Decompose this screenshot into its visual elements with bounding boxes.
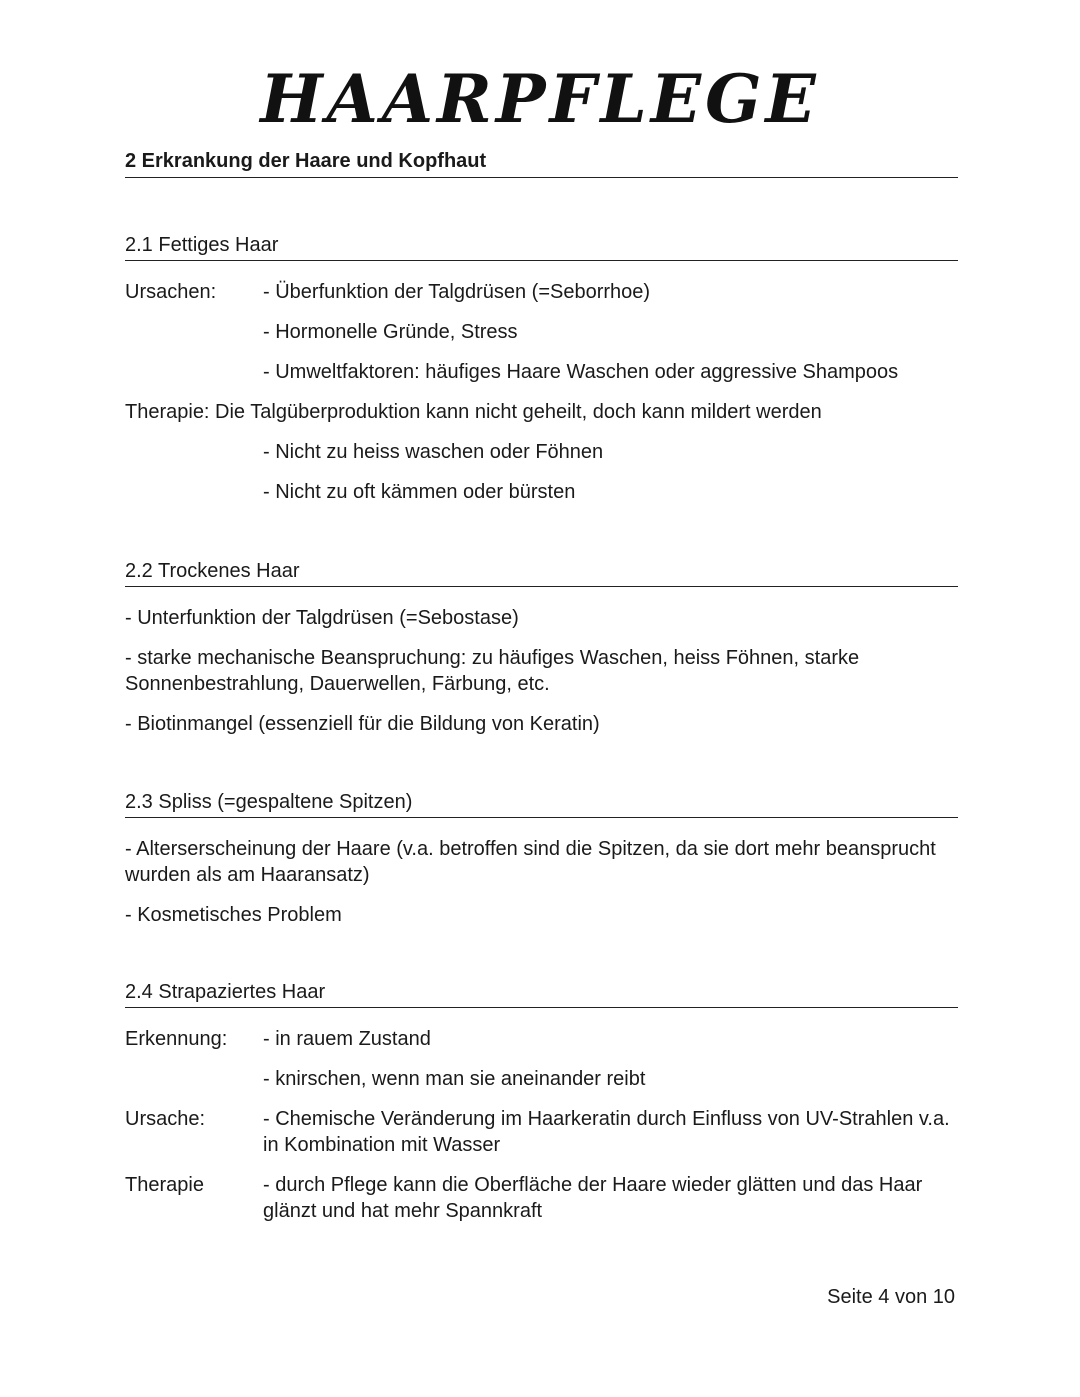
- list-item: - Unterfunktion der Talgdrüsen (=Sebostase): [125, 607, 519, 629]
- ursache-row: [125, 1106, 958, 1158]
- erkennung-item: - knirschen, wenn man sie aneinander reibt: [263, 1068, 646, 1090]
- section-strapaziertes-haar: [125, 981, 958, 1224]
- ursachen-row: [125, 279, 958, 305]
- therapie-item: - Nicht zu oft kämmen oder bürsten: [263, 481, 576, 503]
- section-fettiges-haar: [125, 234, 958, 505]
- ursachen-row-3: [125, 359, 958, 385]
- erkennung-item: - in rauem Zustand: [263, 1028, 431, 1050]
- ursache-label: Ursache:: [125, 1108, 206, 1130]
- section-heading: 2.2 Trockenes Haar: [125, 560, 958, 587]
- ursache-item: - Hormonelle Gründe, Stress: [263, 321, 518, 343]
- page-title: HAARPFLEGE: [260, 60, 820, 138]
- section-heading: 2.4 Strapaziertes Haar: [125, 981, 958, 1008]
- page-number: Seite 4 von 10: [827, 1286, 955, 1308]
- erkennung-label: Erkennung:: [125, 1028, 228, 1050]
- therapie-row-2: [125, 479, 958, 505]
- erkennung-row: [125, 1026, 958, 1052]
- label-spacer: [125, 439, 263, 465]
- list-item: - Kosmetisches Problem: [125, 904, 342, 926]
- ursache-item: - Überfunktion der Talgdrüsen (=Seborrhoe): [263, 281, 651, 303]
- section-heading: 2.1 Fettiges Haar: [125, 234, 958, 261]
- therapie-text: - durch Pflege kann die Oberfläche der Haare wieder glätten und das Haar glänzt und hat mehr Spannkraft: [263, 1174, 923, 1222]
- ursache-item: - Umweltfaktoren: häufiges Haare Waschen oder aggressive Shampoos: [263, 361, 899, 383]
- ursachen-label: Ursachen:: [125, 281, 217, 303]
- therapie-row: [125, 1172, 958, 1224]
- list-item: - starke mechanische Beanspruchung: zu häufiges Waschen, heiss Föhnen, starke Sonnenbestrahlung, Dauerwellen, Färbung, etc.: [125, 647, 860, 695]
- list-item: - Biotinmangel (essenziell für die Bildung von Keratin): [125, 713, 600, 735]
- section-spliss: [125, 791, 958, 928]
- erkennung-row-2: [125, 1066, 958, 1092]
- label-spacer: [125, 479, 263, 505]
- ursachen-row-2: [125, 319, 958, 345]
- label-spacer: [125, 319, 263, 345]
- ursache-text: - Chemische Veränderung im Haarkeratin durch Einfluss von UV-Strahlen v.a. in Kombination mit Wasser: [263, 1108, 950, 1156]
- section-trockenes-haar: [125, 560, 958, 737]
- therapie-row-1: [125, 439, 958, 465]
- section-heading: 2.3 Spliss (=gespaltene Spitzen): [125, 791, 958, 818]
- label-spacer: [125, 359, 263, 385]
- therapie-line: Therapie: Die Talgüberproduktion kann nicht geheilt, doch kann mildert werden: [125, 401, 822, 423]
- list-item: - Alterserscheinung der Haare (v.a. betroffen sind die Spitzen, da sie dort mehr beansprucht wurden als am Haaransatz): [125, 838, 936, 886]
- chapter-heading: 2 Erkrankung der Haare und Kopfhaut: [125, 150, 958, 178]
- therapie-label: Therapie: [125, 1174, 204, 1196]
- label-spacer: [125, 1066, 263, 1092]
- therapie-item: - Nicht zu heiss waschen oder Föhnen: [263, 441, 604, 463]
